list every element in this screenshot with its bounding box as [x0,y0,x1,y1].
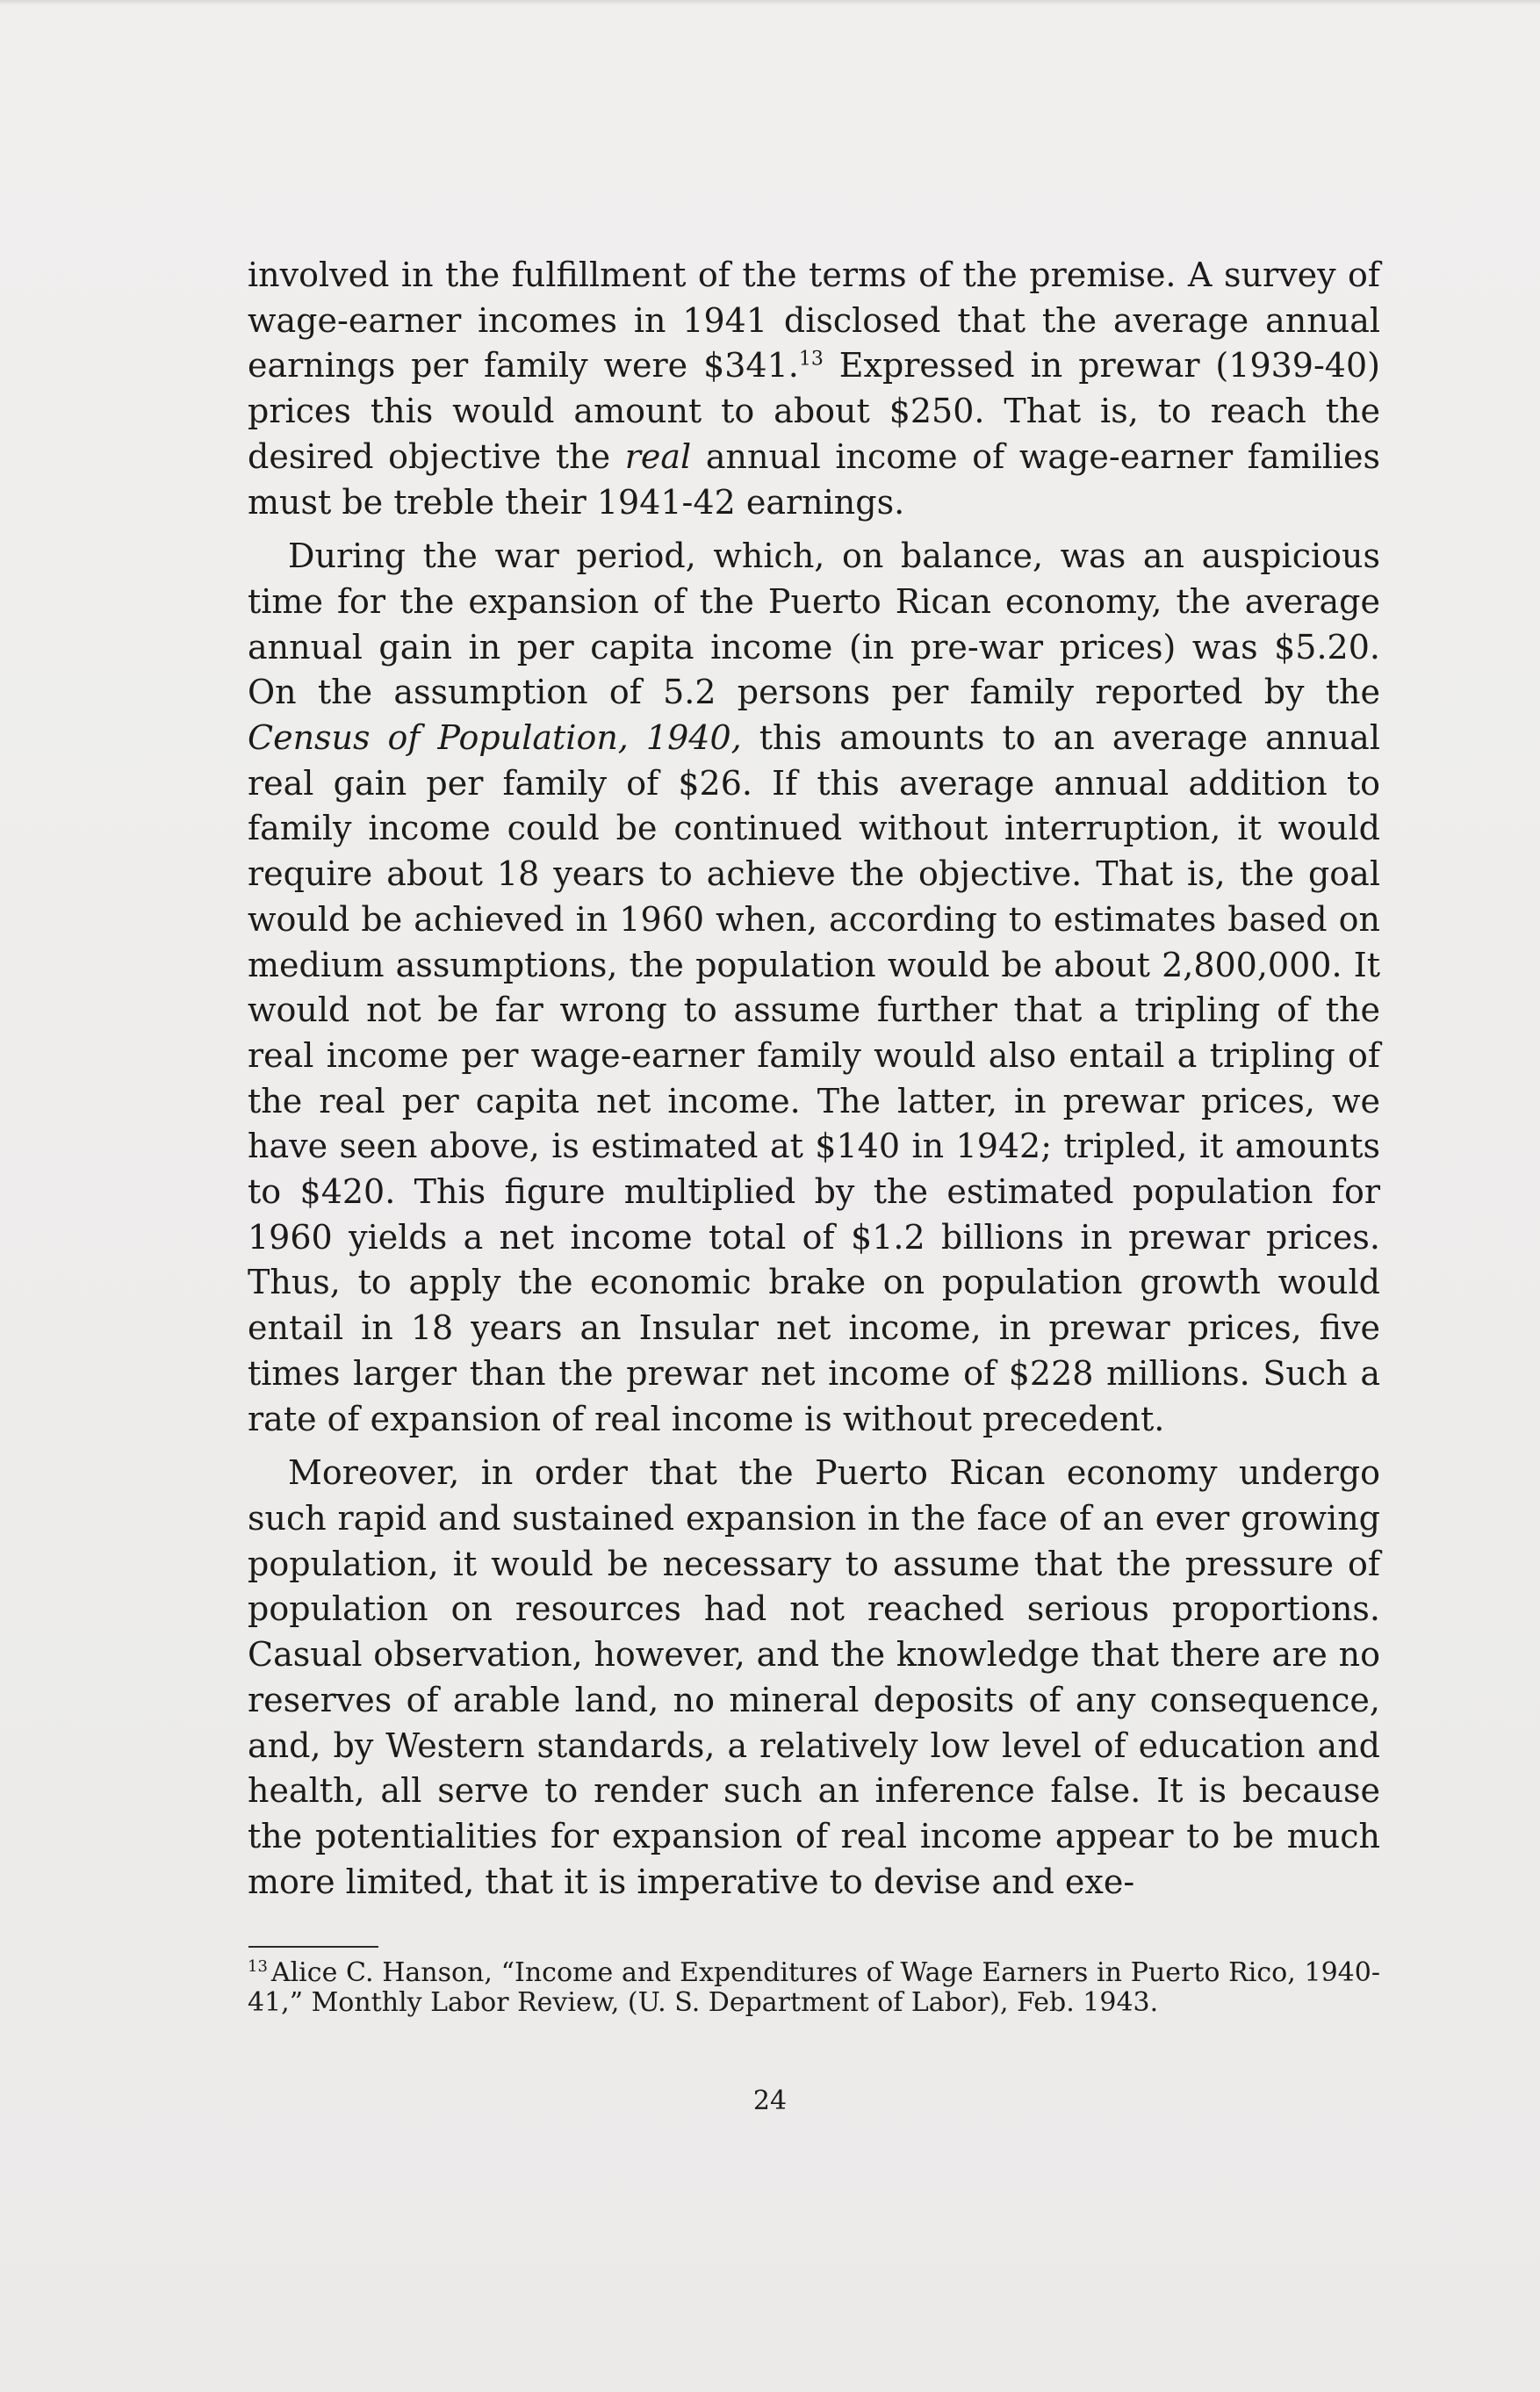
paragraph-2-text-b: this amounts to an average annual real gain per family of $26. If this average annual addition to family income could be continued without interruption, it would require about 18 years to achieve the objective. That is, the goal would be achieved in 1960 when, according to estimates based on medium assumptions, the population would be about 2,800,000. It would not be far wrong to assume further that a tripling of the real income per wage-earner family would also entail a tripling of the real per capita net income. The latter, in prewar prices, we have seen above, is estimated at $140 in 1942; tripled, it amounts to $420. This figure multiplied by the estimated population for 1960 yields a net income total of $1.2 billions in prewar prices. Thus, to apply the economic brake on population growth would entail in 18 years an Insular net income, in prewar prices, five times larger than the prewar net income of $228 millions. Such a rate of expansion of real income is without precedent. [248,718,1380,1438]
paragraph-1-italic-real: real [624,436,692,476]
paragraph-1-text-c: annual income of wage-earner families must be treble their 1941-42 earnings. [248,436,1380,522]
footnote [248,1958,1380,2018]
paragraph-1 [248,253,1380,525]
paragraph-1-text-a: involved in the fulfillment of the terms of the premise. A survey of wage-earner incomes in 1941 disclosed that the average annual earnings per family were $341. [248,256,1380,385]
page-number: 24 [752,2086,788,2116]
footnote-marker: 13 [248,1957,268,1976]
paragraph-3 [248,1451,1380,1905]
paragraph-1-text-b: Expressed in prewar (1939-40) prices this would amount to about $250. That is, to reach the desired objective the [248,346,1380,476]
paragraph-2 [248,534,1380,1442]
footnote-divider [248,1946,378,1948]
footnote-text: Alice C. Hanson, “Income and Expenditures of Wage Earners in Puerto Rico, 1940-41,” Monthly Labor Review, (U. S. Department of Labor), Feb. 1943. [248,1957,1380,2018]
footnote-reference: 13 [798,348,824,371]
paragraph-3-text: Moreover, in order that the Puerto Rican economy undergo such rapid and sustained expansion in the face of an ever growing population, it would be necessary to assume that the pressure of population on resources had not reached serious proportions. Casual observation, however, and the knowledge that there are no reserves of arable land, no mineral deposits of any consequence, and, by Western standards, a relatively low level of education and health, all serve to render such an inference false. It is because the potentialities for expansion of real income appear to be much more limited, that it is imperative to devise and exe- [248,1453,1380,1901]
scan-edge [0,0,1540,5]
paragraph-2-italic-census: Census of Population, 1940, [248,718,742,758]
body-text [248,253,1380,1905]
paragraph-2-text-a: During the war period, which, on balance, was an auspicious time for the expansion of the Puerto Rican economy, the average annual gain in per capita income (in pre-war prices) was $5.20. On the assumption of 5.2 persons per family reported by the [248,537,1380,712]
